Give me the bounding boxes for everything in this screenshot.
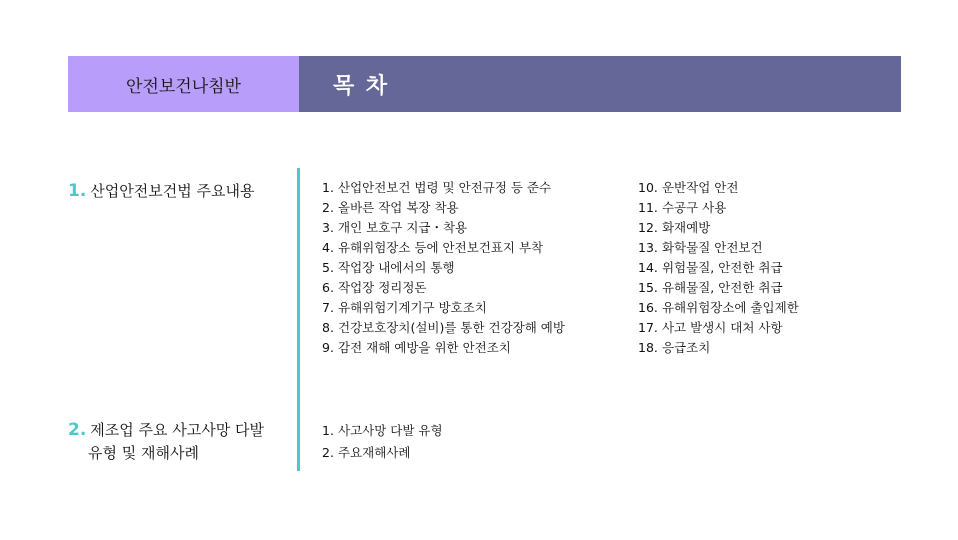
list-item[interactable]: 8. 건강보호장치(설비)를 통한 건강장해 예방 — [322, 320, 565, 335]
list-item[interactable]: 1. 사고사망 다발 유형 — [322, 423, 443, 438]
list-item[interactable]: 6. 작업장 정리정돈 — [322, 280, 427, 295]
list-item[interactable]: 11. 수공구 사용 — [638, 200, 727, 215]
list-item[interactable]: 5. 작업장 내에서의 통행 — [322, 260, 455, 275]
section-1-title[interactable] — [68, 180, 254, 203]
section-2-number: 2. — [68, 420, 87, 440]
title-bar — [299, 56, 901, 112]
section-2-label-line1: 제조업 주요 사고사망 다발 — [90, 421, 264, 439]
list-item[interactable]: 13. 화학물질 안전보건 — [638, 240, 763, 255]
list-item[interactable]: 9. 감전 재해 예방을 위한 안전조치 — [322, 340, 511, 355]
list-item[interactable]: 4. 유해위험장소 등에 안전보건표지 부착 — [322, 240, 544, 255]
section-2-title[interactable] — [68, 419, 264, 465]
page-title: 목 차 — [333, 73, 390, 99]
list-item[interactable]: 17. 사고 발생시 대처 사항 — [638, 320, 783, 335]
list-item[interactable]: 14. 위험물질, 안전한 취급 — [638, 260, 783, 275]
list-item[interactable]: 3. 개인 보호구 지급・착용 — [322, 220, 468, 235]
section-2-label-line2: 유형 및 재해사례 — [88, 444, 199, 462]
list-item[interactable]: 18. 응급조치 — [638, 340, 711, 355]
divider-line — [297, 168, 300, 471]
section-1-list-left — [322, 178, 565, 358]
list-item[interactable]: 2. 올바른 작업 복장 착용 — [322, 200, 459, 215]
section-1-list-right — [638, 178, 799, 358]
list-item[interactable]: 12. 화재예방 — [638, 220, 711, 235]
list-item[interactable]: 16. 유해위험장소에 출입제한 — [638, 300, 799, 315]
section-1-number: 1. — [68, 181, 87, 201]
brand-label: 안전보건나침반 — [126, 76, 241, 97]
section-1-label: 산업안전보건법 주요내용 — [90, 182, 255, 200]
brand-label-box — [68, 56, 299, 112]
list-item[interactable]: 7. 유해위험기계기구 방호조치 — [322, 300, 487, 315]
list-item[interactable]: 2. 주요재해사례 — [322, 445, 411, 460]
list-item[interactable]: 15. 유해물질, 안전한 취급 — [638, 280, 783, 295]
section-2-list — [322, 420, 443, 464]
list-item[interactable]: 10. 운반작업 안전 — [638, 180, 739, 195]
list-item[interactable]: 1. 산업안전보건 법령 및 안전규정 등 준수 — [322, 180, 552, 195]
